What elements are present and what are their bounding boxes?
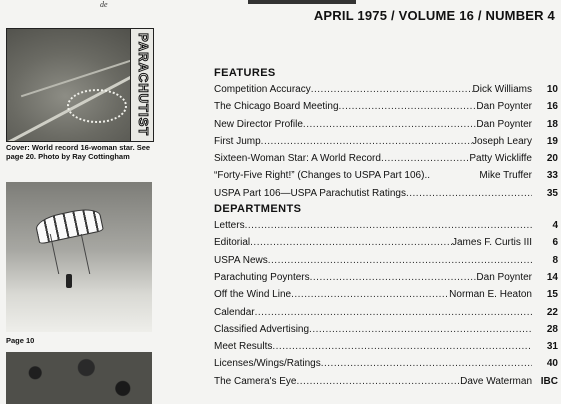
toc-entry-page: 22 [546, 306, 558, 318]
toc-entry-title: First Jump [214, 135, 261, 147]
toc-entry-title: USPA Part 106—USPA Parachutist Ratings [214, 187, 406, 199]
toc-entry-page: 18 [546, 118, 558, 130]
toc-leader-dots [272, 338, 532, 355]
corner-scrap-text: de [100, 0, 108, 9]
toc-leader-dots [406, 185, 532, 202]
toc-entry-page: IBC [540, 375, 558, 387]
toc-entry-title: USPA News [214, 254, 268, 266]
toc-entry-page: 8 [552, 254, 558, 266]
toc-entry-author: Dave Waterman [460, 375, 532, 387]
toc-entry[interactable] [214, 373, 558, 390]
features-heading: FEATURES [214, 67, 276, 79]
toc-entry-title: Calendar [214, 306, 255, 318]
toc-entry-page: 28 [546, 323, 558, 335]
toc-entry[interactable] [214, 150, 558, 167]
toc-entry-author: Norman E. Heaton [449, 289, 532, 301]
toc-leader-dots [381, 150, 469, 167]
toc-entry-author: James F. Curtis III [451, 237, 532, 249]
toc-leader-dots [268, 252, 532, 269]
toc-entry-title: Editorial [214, 237, 251, 249]
toc-entry[interactable] [214, 81, 558, 98]
toc-entry-page: 33 [546, 170, 558, 182]
issue-line: APRIL 1975 / VOLUME 16 / NUMBER 4 [313, 8, 555, 23]
toc-leader-dots [245, 217, 532, 234]
toc-leader-dots [309, 321, 532, 338]
toc-entry[interactable] [214, 98, 558, 115]
header-rule [248, 0, 356, 4]
toc-entry-title: The Chicago Board Meeting [214, 101, 339, 113]
toc-entry-page: 4 [552, 220, 558, 232]
toc-entry-author: Dan Poynter [476, 101, 532, 113]
star-formation [67, 89, 127, 123]
toc-entry[interactable] [214, 133, 558, 150]
departments-heading: DEPARTMENTS [214, 203, 302, 216]
toc-entry-page: 15 [546, 289, 558, 301]
features-list [214, 81, 558, 202]
toc-entry-author: Joseph Leary [471, 135, 532, 147]
toc-leader-dots [297, 373, 461, 390]
toc-entry[interactable] [214, 355, 558, 372]
toc-entry-title: Sixteen-Woman Star: A World Record [214, 153, 381, 165]
toc-entry-author: Dan Poynter [476, 118, 532, 130]
cover-photo [6, 28, 154, 142]
toc-entry-title: Letters [214, 220, 245, 232]
toc-entry[interactable] [214, 286, 558, 303]
toc-entry-title: The Camera's Eye [214, 375, 297, 387]
photo-caption: Page 10 [6, 336, 35, 345]
toc-entry[interactable] [214, 269, 558, 286]
suspension-lines [50, 234, 91, 274]
toc-leader-dots [255, 304, 532, 321]
parachute-photo [6, 182, 152, 332]
toc-leader-dots [250, 234, 452, 251]
toc-leader-dots [291, 286, 449, 303]
table-of-contents [214, 66, 558, 390]
toc-leader-dots [311, 81, 473, 98]
toc-entry-page: 16 [546, 101, 558, 113]
toc-entry-page: 10 [546, 84, 558, 95]
toc-entry-page: 20 [546, 153, 558, 165]
toc-entry-title: New Director Profile [214, 118, 303, 130]
toc-entry-page: 35 [546, 187, 558, 199]
jumper-figure [66, 274, 72, 288]
toc-entry-author: Dan Poynter [476, 271, 532, 283]
cover-logo: PARACHUTIST [136, 33, 151, 137]
toc-entry-author: Dick Williams [472, 84, 532, 95]
toc-entry-title: Licenses/Wings/Ratings [214, 358, 321, 370]
toc-entry[interactable] [214, 116, 558, 133]
toc-entry[interactable] [214, 185, 558, 202]
toc-entry-author: Mike Truffer [479, 170, 532, 182]
toc-entry-title: Off the Wind Line [214, 289, 292, 301]
cover-caption: Cover: World record 16-woman star. See page 20. Photo by Ray Cottingham [6, 143, 151, 161]
toc-entry-title: Classified Advertising [214, 323, 310, 335]
toc-entry-page: 31 [546, 341, 558, 353]
toc-entry-page: 6 [552, 237, 558, 249]
toc-entry[interactable] [214, 252, 558, 269]
toc-entry[interactable] [214, 217, 558, 234]
toc-entry[interactable] [214, 338, 558, 355]
toc-leader-dots [303, 116, 476, 133]
toc-entry-title: Parachuting Poynters [214, 271, 310, 283]
toc-leader-dots [321, 355, 532, 372]
toc-entry[interactable] [214, 167, 558, 184]
toc-entry-author: Patty Wickliffe [469, 153, 532, 165]
toc-leader-dots [261, 133, 472, 150]
departments-list [214, 217, 558, 390]
freefall-photo [6, 352, 152, 404]
toc-leader-dots [339, 98, 477, 115]
toc-entry-title: Competition Accuracy [214, 84, 311, 95]
toc-entry[interactable] [214, 304, 558, 321]
toc-entry[interactable] [214, 234, 558, 251]
toc-entry-page: 14 [546, 271, 558, 283]
toc-entry-title: “Forty-Five Right!” (Changes to USPA Part 106).. [214, 170, 431, 182]
toc-entry-title: Meet Results [214, 341, 273, 353]
toc-entry-page: 40 [546, 358, 558, 370]
toc-entry[interactable] [214, 321, 558, 338]
toc-leader-dots [310, 269, 477, 286]
toc-entry-page: 19 [546, 135, 558, 147]
